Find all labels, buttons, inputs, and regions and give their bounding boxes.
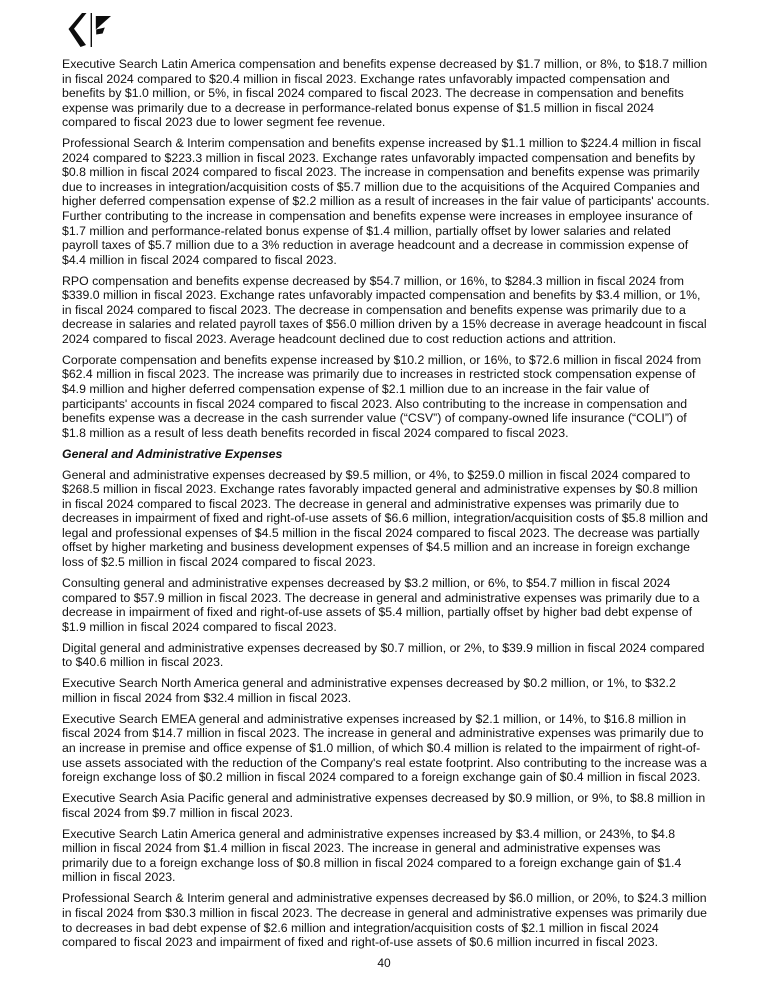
korn-ferry-logo-icon <box>67 13 113 47</box>
paragraph-ga-exec-search-asia-pacific: Executive Search Asia Pacific general and administrative expenses decreased by $0.9 million, or 9%, to $8.8 million in fiscal 2024 from $9.7 million in fiscal 2023. <box>62 791 706 820</box>
paragraph-rpo-compensation: RPO compensation and benefits expense decreased by $54.7 million, or 16%, to $284.3 million in fiscal 2024 from $339.0 million in fiscal 2023. Exchange rates unfavorably impacted compensation and benefits by $3.4 million, or 1%, in fiscal 2024 compared to fiscal 2023. The decrease in compensation and benefits expense was primarily due to a decrease in salaries and related payroll taxes of $56.0 million driven by a 15% decrease in average headcount in fiscal 2024 compared to fiscal 2023. Average headcount declined due to cost reduction actions and attrition. <box>62 273 707 346</box>
paragraph-corporate-compensation: Corporate compensation and benefits expense increased by $10.2 million, or 16%, to $72.6 million in fiscal 2024 from $62.4 million in fiscal 2023. The increase was primarily due to increases in restricted stock compensation expense of $4.9 million and higher deferred compensation expense of $2.1 million due to an increase in the fair value of participants' accounts in fiscal 2024 compared to fiscal 2023. Also contributing to the increase in compensation and benefits expense was a decrease in the cash surrender value (“CSV”) of company-owned life insurance (“COLI”) of $1.8 million as a result of less death benefits recorded in fiscal 2024 compared to fiscal 2023. <box>62 352 702 440</box>
paragraph-ga-professional-search-interim: Professional Search & Interim general and administrative expenses decreased by $6.0 million, or 20%, to $24.3 million in fiscal 2024 from $30.3 million in fiscal 2023. The decrease in general and administrative expenses was primarily due to decreases in bad debt expense of $2.6 million and integration/acquisition costs of $2.1 million in fiscal 2024 compared to fiscal 2023 and impairment of fixed and right-of-use assets of $0.6 million incurred in fiscal 2023. <box>62 891 708 950</box>
paragraph-ga-digital: Digital general and administrative expenses decreased by $0.7 million, or 2%, to $39.9 million in fiscal 2024 compared to $40.6 million in fiscal 2023. <box>62 640 705 670</box>
paragraph-professional-search-interim-compensation: Professional Search & Interim compensation and benefits expense increased by $1.1 million to $224.4 million in fiscal 2024 compared to $223.3 million in fiscal 2023. Exchange rates unfavorably impacted compensation and benefits by $0.8 million in fiscal 2024 compared to fiscal 2023. The increase in compensation and benefits expense was primarily due to increases in integration/acquisition costs of $5.7 million due to the acquisitions of the Acquired Companies and higher deferred compensation expense of $2.2 million as a result of increases in the fair value of participants' accounts. Further contributing to the increase in compensation and benefits expense were increases in employee insurance of $1.7 million and performance-related bonus expense of $1.4 million, partially offset by lower salaries and related payroll taxes of $5.7 million due to a 3% reduction in average headcount and a decrease in commission expense of $4.4 million in fiscal 2024 compared to fiscal 2023. <box>62 136 710 267</box>
paragraph-exec-search-latam-compensation: Executive Search Latin America compensation and benefits expense decreased by $1.7 million, or 8%, to $18.7 million in fiscal 2024 compared to $20.4 million in fiscal 2023. Exchange rates unfavorably impacted compensation and benefits by $1.0 million, or 5%, in fiscal 2024 compared to fiscal 2023. The decrease in compensation and benefits expense was primarily due to a decrease in performance-related bonus expense of $1.5 million in fiscal 2024 compared to fiscal 2023 due to lower segment fee revenue. <box>62 57 708 130</box>
paragraph-ga-exec-search-latam: Executive Search Latin America general and administrative expenses increased by $3.4 million, or 243%, to $4.8 million in fiscal 2024 from $1.4 million in fiscal 2023. The increase in general and administrative expenses was primarily due to a foreign exchange loss of $0.8 million in fiscal 2024 compared to a foreign exchange gain of $1.4 million in fiscal 2023. <box>62 826 682 885</box>
paragraph-ga-consulting: Consulting general and administrative expenses decreased by $3.2 million, or 6%, to $54.7 million in fiscal 2024 compared to $57.9 million in fiscal 2023. The decrease in general and administrative expenses was primarily due to a decrease in impairment of fixed and right-of-use assets of $5.4 million, partially offset by higher bad debt expense of $1.9 million in fiscal 2024 compared to fiscal 2023. <box>62 576 700 634</box>
document-body <box>62 57 710 956</box>
page-number: 40 <box>377 956 391 970</box>
section-heading-general-and-administrative-expenses: General and Administrative Expenses <box>62 446 283 461</box>
paragraph-ga-exec-search-north-america: Executive Search North America general and administrative expenses decreased by $0.2 million, or 1%, to $32.2 million in fiscal 2024 from $32.4 million in fiscal 2023. <box>62 676 676 705</box>
paragraph-ga-exec-search-emea: Executive Search EMEA general and administrative expenses increased by $2.1 million, or 14%, to $16.8 million in fiscal 2024 from $14.7 million in fiscal 2023. The increase in general and administrative expenses was primarily due to an increase in premise and office expense of $1.0 million, of which $0.4 million is related to the impairment of right-of-use assets associated with the reduction of the Company's real estate footprint. Also contributing to the increase was a foreign exchange loss of $0.2 million in fiscal 2024 compared to a foreign exchange gain of $0.4 million in fiscal 2023. <box>62 711 707 785</box>
paragraph-ga-overall: General and administrative expenses decreased by $9.5 million, or 4%, to $259.0 million in fiscal 2024 compared to $268.5 million in fiscal 2023. Exchange rates favorably impacted general and administrative expenses by $0.8 million in fiscal 2024 compared to fiscal 2023. The decrease in general and administrative expenses was primarily due to decreases in impairment of fixed and right-of-use assets of $6.6 million, integration/acquisition costs of $5.8 million and legal and professional expenses of $4.5 million in the fiscal 2024 compared to fiscal 2023. The decrease was partially offset by higher marketing and business development expenses of $4.5 million and an increase in foreign exchange loss of $2.5 million in fiscal 2024 compared to fiscal 2023. <box>62 467 708 569</box>
